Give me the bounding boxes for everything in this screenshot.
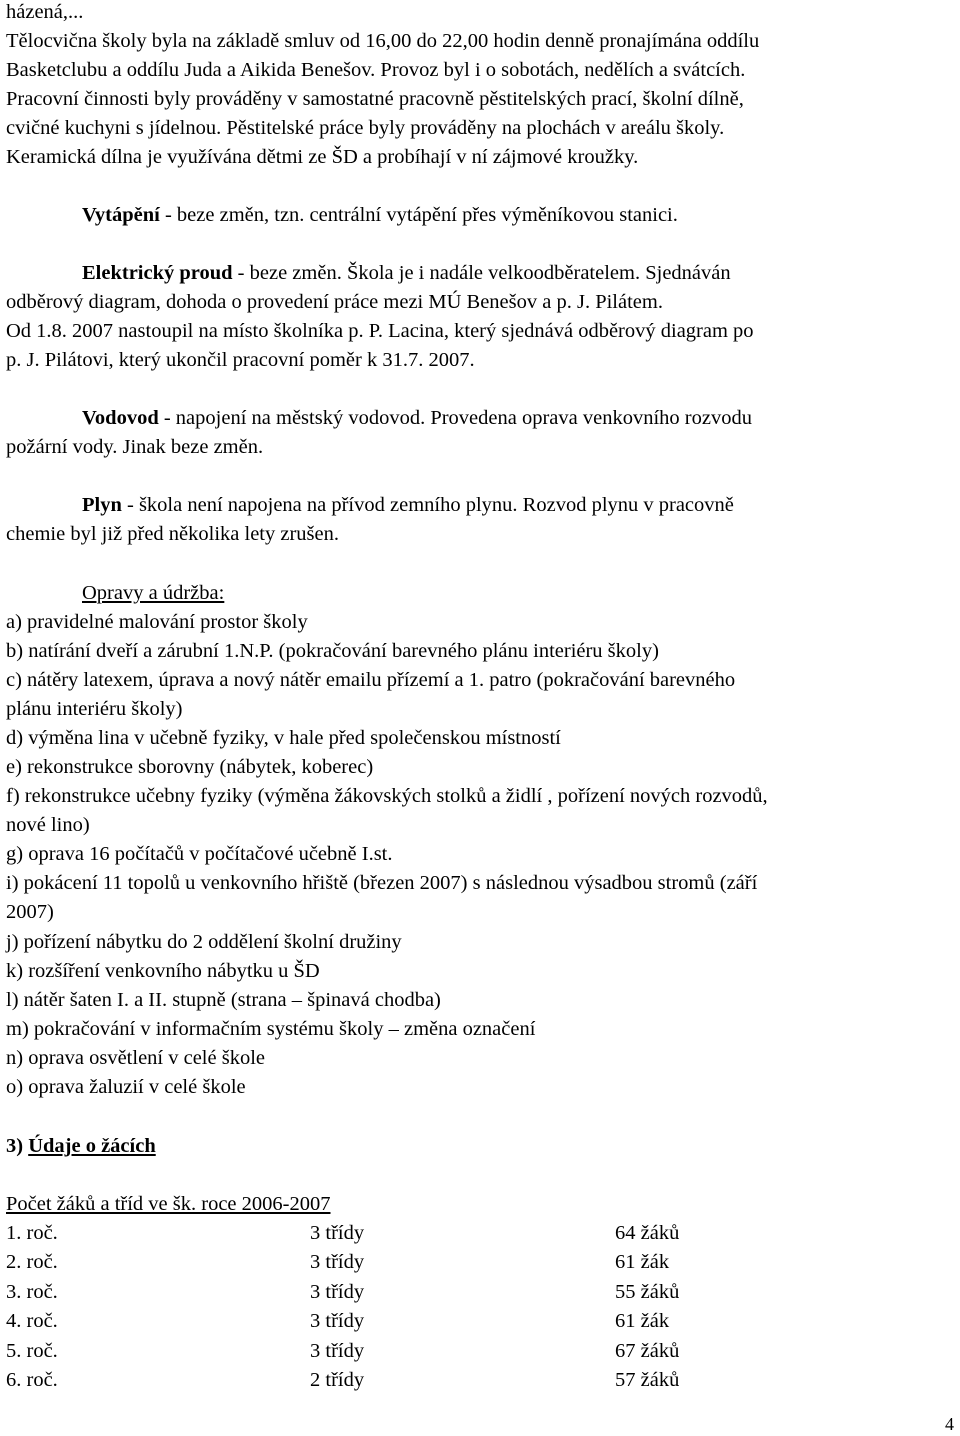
electricity-text: - beze změn. Škola je i nadále velkoodběratelem. Sjednáván <box>232 262 731 284</box>
repair-item: n) oprava osvětlení v celé škole <box>6 1047 266 1069</box>
table-cell-grade: 3. roč. <box>6 1281 58 1303</box>
table-cell-pupils: 67 žáků <box>615 1340 680 1362</box>
repair-item: o) oprava žaluzií v celé škole <box>6 1076 246 1098</box>
repair-item: b) natírání dveří a zárubní 1.N.P. (pokračování barevného plánu interiéru školy) <box>6 640 659 662</box>
table-cell-grade: 1. roč. <box>6 1222 58 1244</box>
electricity-paragraph <box>82 261 731 285</box>
repair-item: 2007) <box>6 901 54 923</box>
table-cell-classes: 3 třídy <box>310 1340 365 1362</box>
gas-text: - škola není napojena na přívod zemního plynu. Rozvod plynu v pracovně <box>121 494 734 516</box>
intro-line: házená,... <box>6 1 84 23</box>
intro-line: Keramická dílna je využívána dětmi ze ŠD a probíhají v ní zájmové kroužky. <box>6 146 639 168</box>
electricity-line: odběrový diagram, dohoda o provedení práce mezi MÚ Benešov a p. J. Pilátem. <box>6 291 663 313</box>
repair-item: nové lino) <box>6 814 90 836</box>
heating-paragraph <box>82 203 678 227</box>
gas-line: chemie byl již před několika lety zrušen. <box>6 523 340 545</box>
electricity-line: Od 1.8. 2007 nastoupil na místo školníka p. P. Lacina, který sjednává odběrový diagram po <box>6 320 754 342</box>
repair-item: l) nátěr šaten I. a II. stupně (strana – špinavá chodba) <box>6 989 441 1011</box>
table-cell-grade: 5. roč. <box>6 1340 58 1362</box>
page-number: 4 <box>945 1414 954 1434</box>
repair-item: c) nátěry latexem, úprava a nový nátěr emailu přízemí a 1. patro (pokračování barevného <box>6 669 736 691</box>
intro-line: Tělocvična školy byla na základě smluv od 16,00 do 22,00 hodin denně pronajímána oddílu <box>6 30 760 52</box>
table-cell-classes: 3 třídy <box>310 1310 365 1332</box>
gas-paragraph <box>82 493 734 517</box>
heating-heading: Vytápění <box>82 204 160 226</box>
gas-heading: Plyn <box>82 494 122 516</box>
intro-line: Pracovní činnosti byly prováděny v samostatné pracovně pěstitelských prací, školní dílně, <box>6 88 744 110</box>
table-cell-pupils: 55 žáků <box>615 1281 680 1303</box>
electricity-heading: Elektrický proud <box>82 262 233 284</box>
repair-item: g) oprava 16 počítačů v počítačové učebně I.st. <box>6 843 393 865</box>
intro-line: Basketclubu a oddílu Juda a Aikida Benešov. Provoz byl i o sobotách, nedělích a svátcích. <box>6 59 746 81</box>
repair-item: e) rekonstrukce sborovny (nábytek, koberec) <box>6 756 374 778</box>
water-heading: Vodovod <box>82 407 159 429</box>
repairs-heading: Opravy a údržba: <box>82 582 225 604</box>
intro-line: cvičné kuchyni s jídelnou. Pěstitelské práce byly prováděny na plochách v areálu školy. <box>6 117 725 139</box>
repair-item: k) rozšíření venkovního nábytku u ŠD <box>6 960 320 982</box>
repair-item: a) pravidelné malování prostor školy <box>6 611 308 633</box>
electricity-line: p. J. Pilátovi, který ukončil pracovní poměr k 31.7. 2007. <box>6 349 475 371</box>
repair-item: m) pokračování v informačním systému školy – změna označení <box>6 1018 536 1040</box>
table-cell-grade: 6. roč. <box>6 1369 58 1391</box>
repair-item: d) výměna lina v učebně fyziky, v hale před společenskou místností <box>6 727 561 749</box>
table-cell-grade: 2. roč. <box>6 1251 58 1273</box>
repair-item: i) pokácení 11 topolů u venkovního hřiště (březen 2007) s následnou výsadbou stromů (září <box>6 872 758 894</box>
table-cell-classes: 3 třídy <box>310 1251 365 1273</box>
section-3-number: 3) <box>6 1135 24 1157</box>
section-3-heading <box>6 1134 156 1158</box>
heating-text: - beze změn, tzn. centrální vytápění přes výměníkovou stanici. <box>159 204 678 226</box>
table-cell-classes: 3 třídy <box>310 1281 365 1303</box>
water-text: - napojení na městský vodovod. Provedena oprava venkovního rozvodu <box>158 407 752 429</box>
section-3-title: Údaje o žácích <box>28 1135 156 1157</box>
table-cell-classes: 3 třídy <box>310 1222 365 1244</box>
table-cell-grade: 4. roč. <box>6 1310 58 1332</box>
repair-item: plánu interiéru školy) <box>6 698 183 720</box>
water-paragraph <box>82 406 752 430</box>
repair-item: f) rekonstrukce učebny fyziky (výměna žákovských stolků a židlí , pořízení nových rozvodů, <box>6 785 768 807</box>
water-line: požární vody. Jinak beze změn. <box>6 436 264 458</box>
table-cell-pupils: 61 žák <box>615 1251 670 1273</box>
repair-item: j) pořízení nábytku do 2 oddělení školní družiny <box>6 931 402 953</box>
table-cell-pupils: 61 žák <box>615 1310 670 1332</box>
table-cell-pupils: 64 žáků <box>615 1222 680 1244</box>
table-caption: Počet žáků a tříd ve šk. roce 2006-2007 <box>6 1193 331 1215</box>
table-cell-classes: 2 třídy <box>310 1369 365 1391</box>
table-cell-pupils: 57 žáků <box>615 1369 680 1391</box>
